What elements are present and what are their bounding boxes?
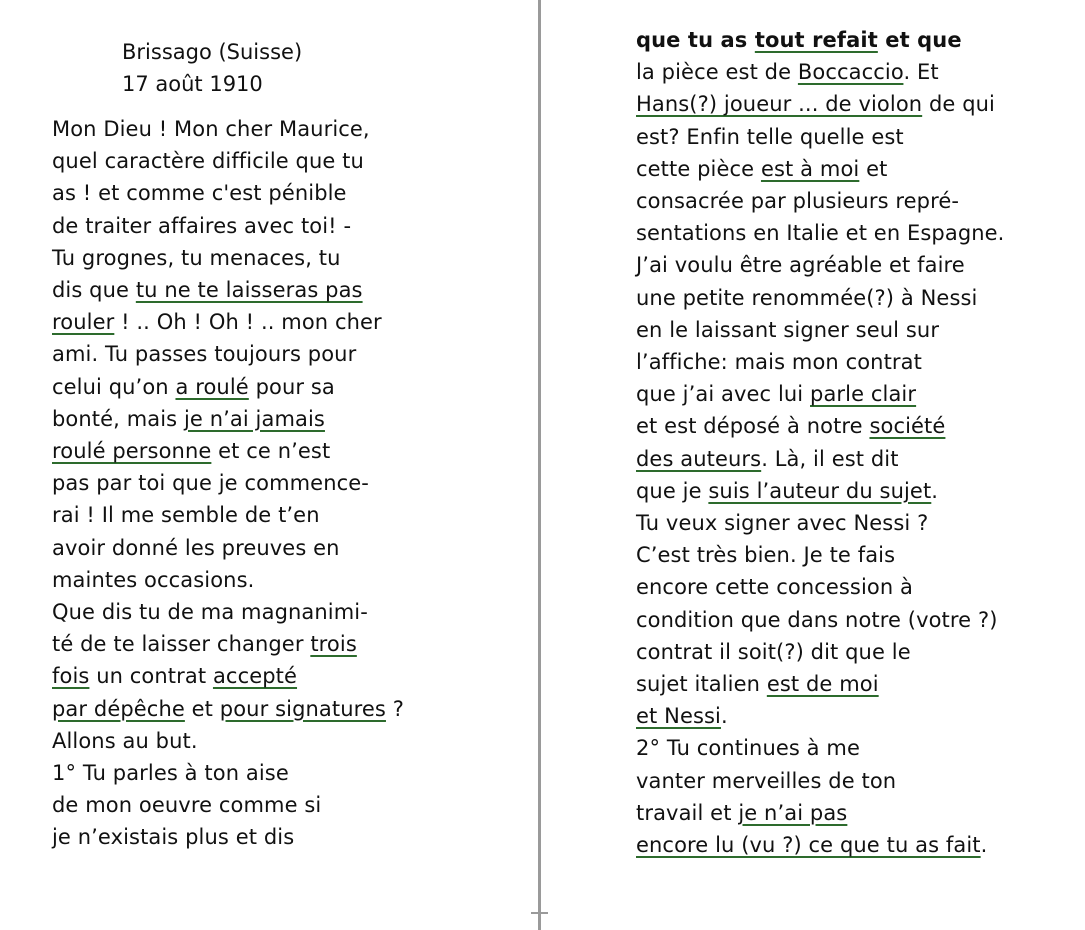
text-line [636, 314, 939, 346]
text-line [52, 628, 357, 660]
text-line [52, 821, 294, 853]
underlined-text: Boccaccio [797, 60, 904, 85]
text-run: de traiter affaires avec toi! - [52, 213, 352, 238]
text-line [52, 435, 330, 467]
text-run: Tu veux signer avec Nessi ? [636, 511, 929, 535]
bold-underlined-text: tout refait [754, 28, 878, 52]
text-line [52, 596, 368, 628]
text-run: Mon Dieu ! Mon cher Maurice, [52, 117, 370, 141]
text-run: ? [385, 696, 404, 721]
underlined-text: par dépêche [52, 696, 185, 721]
text-line [636, 539, 895, 571]
text-line [636, 571, 913, 603]
text-run: Tu grognes, tu menaces, tu [52, 245, 341, 270]
underlined-text: je n’ai jamais [183, 406, 325, 431]
text-line [636, 121, 904, 153]
text-run: 1° Tu parles à ton aise [52, 761, 289, 785]
text-run: té de te laisser changer [52, 632, 311, 657]
underlined-text: suis l’auteur du sujet [708, 478, 932, 503]
text-line [52, 338, 356, 370]
divider-tick [531, 912, 548, 914]
underlined-text: parle clair [810, 382, 917, 407]
text-line [636, 88, 995, 120]
underlined-text: fois [52, 664, 90, 689]
text-line [52, 113, 370, 145]
text-run: maintes occasions. [52, 567, 255, 592]
text-line [636, 185, 959, 217]
text-line [52, 210, 351, 242]
text-line [52, 177, 347, 209]
text-run: sujet italien [636, 672, 767, 696]
text-run: . [980, 833, 988, 857]
underlined-text: et Nessi [636, 704, 721, 729]
text-line [52, 403, 325, 435]
underlined-text: accepté [212, 664, 298, 689]
text-run: Allons au but. [52, 728, 198, 753]
underlined-text: rouler [52, 310, 115, 335]
text-line [52, 145, 364, 177]
text-line [636, 410, 945, 442]
text-run: et [859, 156, 888, 181]
text-line [636, 668, 879, 700]
text-line [636, 153, 887, 185]
text-run: et est déposé à notre [636, 414, 870, 439]
text-run: . [931, 478, 939, 503]
text-run: dis que [52, 278, 136, 302]
text-line [636, 282, 977, 314]
text-line [636, 24, 962, 56]
text-line [636, 346, 922, 378]
text-run: avoir donné les preuves en [52, 535, 340, 560]
text-line [636, 217, 1004, 249]
text-run: travail et [636, 800, 739, 825]
column-divider [538, 0, 541, 930]
underlined-text: Hans(?) joueur ... de violon [636, 92, 923, 117]
text-run: condition que dans notre (votre ?) [636, 607, 998, 632]
text-line [52, 532, 340, 564]
text-run: une petite renommée(?) à Nessi [636, 285, 978, 310]
letter-date: 17 août 1910 [122, 72, 263, 96]
text-line [636, 475, 938, 507]
text-run: que j’ai avec lui [636, 382, 811, 407]
text-run: un contrat [89, 664, 213, 689]
underlined-text: est à moi [760, 156, 860, 181]
text-run: sentations en Italie et en Espagne. [636, 221, 1005, 246]
text-run: vanter merveilles de ton [636, 768, 897, 793]
text-run: encore cette concession à [636, 575, 914, 600]
text-line [52, 660, 297, 692]
text-line [636, 829, 987, 861]
underlined-text: trois [310, 632, 357, 657]
text-run: consacrée par plusieurs repré- [636, 189, 960, 213]
text-run: as ! et comme c'est pénible [52, 181, 347, 206]
text-line [52, 467, 369, 499]
text-run: J’ai voulu être agréable et faire [636, 253, 965, 278]
text-run: l’affiche: mais mon contrat [636, 350, 922, 374]
letter-place: Brissago (Suisse) [122, 40, 303, 64]
text-run: bonté, mais [52, 406, 184, 431]
text-run: 2° Tu continues à me [636, 736, 861, 761]
text-line [52, 693, 404, 725]
underlined-text: encore lu (vu ?) ce que tu as fait [636, 833, 981, 857]
text-run: pour sa [248, 374, 335, 399]
text-line [636, 604, 998, 636]
underlined-text: je n’ai pas [738, 800, 848, 825]
text-line [636, 507, 928, 539]
text-run: Que dis tu de ma magnanimi- [52, 600, 368, 624]
text-run: C’est très bien. Je te fais [636, 543, 896, 568]
text-run: pas par toi que je commence- [52, 471, 369, 496]
text-line [52, 242, 341, 274]
text-line [636, 636, 911, 668]
text-run: . Et [903, 60, 939, 85]
text-line [52, 564, 254, 596]
text-run: que je [636, 478, 709, 503]
text-line [636, 765, 896, 797]
text-line [636, 700, 728, 732]
text-run: celui qu’on [52, 374, 176, 399]
text-line [52, 789, 321, 821]
bold-text: que tu as [636, 28, 755, 52]
text-run: de qui [922, 92, 995, 117]
text-line [636, 56, 939, 88]
text-line [52, 757, 289, 789]
text-run: je n’existais plus et dis [52, 825, 295, 850]
text-line [636, 797, 847, 829]
text-run: ami. Tu passes toujours pour [52, 342, 357, 367]
text-run: contrat il soit(?) dit que le [636, 639, 911, 664]
text-run: quel caractère difficile que tu [52, 149, 364, 174]
text-run: et ce n’est [211, 439, 331, 463]
text-line [52, 274, 363, 306]
text-run: . [720, 704, 728, 729]
text-run: ! .. Oh ! Oh ! .. mon cher [114, 310, 382, 335]
underlined-text: roulé personne [52, 439, 212, 463]
text-run: est? Enfin telle quelle est [636, 124, 904, 149]
text-line [636, 443, 899, 475]
text-run: rai ! Il me semble de t’en [52, 503, 320, 528]
underlined-text: tu ne te laisseras pas [135, 278, 363, 302]
text-line [52, 371, 335, 403]
text-run: . Là, il est dit [761, 446, 899, 471]
underlined-text: des auteurs [636, 446, 762, 471]
text-run: de mon oeuvre comme si [52, 793, 322, 818]
underlined-text: est de moi [766, 672, 879, 696]
text-line [52, 499, 320, 531]
text-line [636, 732, 860, 764]
bold-text: et que [877, 28, 962, 52]
text-run: et [184, 696, 220, 721]
underlined-text: pour signatures [219, 696, 386, 721]
underlined-text: société [869, 414, 946, 439]
text-line [636, 378, 916, 410]
text-line [52, 725, 198, 757]
underlined-text: a roulé [175, 374, 249, 399]
text-run: la pièce est de [636, 60, 798, 85]
text-run: cette pièce [636, 156, 761, 181]
text-run: en le laissant signer seul sur [636, 317, 940, 342]
text-line [636, 249, 965, 281]
text-line [52, 306, 382, 338]
